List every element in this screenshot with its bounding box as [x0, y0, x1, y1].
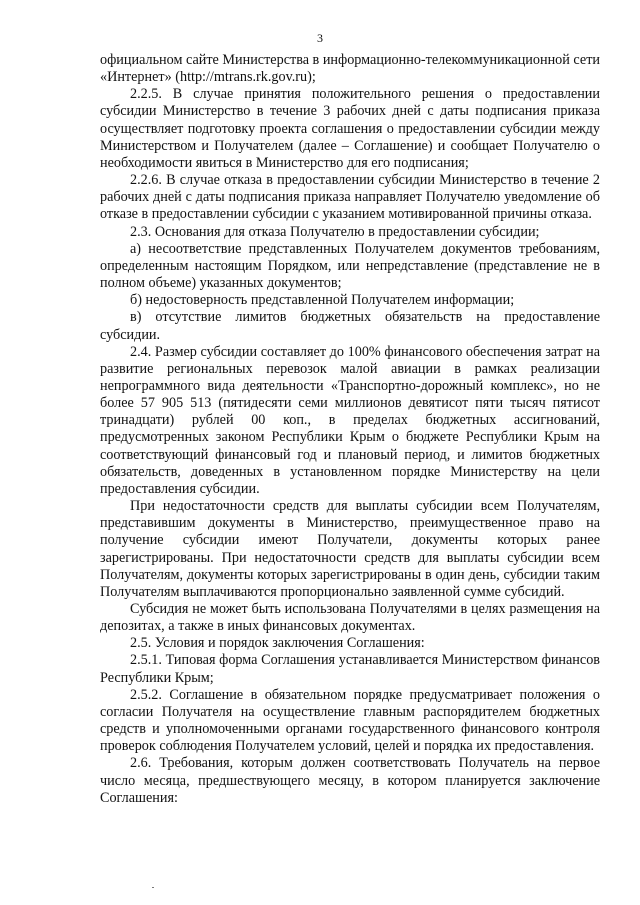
paragraph-2-6: 2.6. Требования, которым должен соответствовать Получатель на первое число месяца, предшествующего месяцу, в котором планируется заключение Соглашения: — [100, 755, 600, 806]
paragraph-2-3-v: в) отсутствие лимитов бюджетных обязательств на предоставление субсидии. — [100, 309, 600, 343]
paragraph-2-3-a: а) несоответствие представленных Получателем документов требованиям, определенным настоящим Порядком, или непредставление (представление не в полном объеме) указанных документов; — [100, 240, 600, 292]
paragraph-2-3: 2.3. Основания для отказа Получателю в предоставлении субсидии; — [130, 223, 540, 240]
paragraph-2-5: 2.5. Условия и порядок заключения Соглашения: — [130, 635, 425, 652]
document-body — [100, 52, 600, 807]
paragraph-2-5-1: 2.5.1. Типовая форма Соглашения устанавливается Министерством финансов Республики Крым; — [100, 652, 600, 686]
scan-speck — [152, 887, 154, 888]
paragraph-2-2-6: 2.2.6. В случае отказа в предоставлении субсидии Министерство в течение 2 рабочих дней с даты подписания приказа направляет Получателю уведомление об отказе в предоставлении субсидии с указанием мотивированной причины отказа. — [100, 172, 600, 223]
page-number: 3 — [317, 31, 323, 45]
paragraph-2-3-b: б) недостоверность представленной Получателем информации; — [130, 292, 515, 309]
paragraph-deposit-restriction: Субсидия не может быть использована Получателями в целях размещения на депозитах, а также в иных финансовых документах. — [100, 601, 600, 635]
paragraph-website-continuation: официальном сайте Министерства в информационно-телекоммуникационной сети «Интернет» (http://mtrans.rk.gov.ru); — [100, 52, 600, 86]
paragraph-insufficient-funds: При недостаточности средств для выплаты субсидии всем Получателям, представившим документы в Министерство, преимущественное право на получение субсидии имеют Получатели, документы которых ранее зарегистрированы. При недостаточности средств для выплаты субсидии всем Получателям, документы которых зарегистрированы в один день, субсидии таким Получателям выплачиваются пропорционально заявленной сумме субсидий. — [100, 498, 600, 600]
paragraph-2-5-2: 2.5.2. Соглашение в обязательном порядке предусматривает положения о согласии Получателя на осуществление главным распорядителем бюджетных средств и уполномоченными органами государственного финансового контроля проверок соблюдения Получателем условий, целей и порядка их предоставления. — [100, 686, 600, 755]
paragraph-2-2-5: 2.2.5. В случае принятия положительного решения о предоставлении субсидии Министерство в течение 3 рабочих дней с даты подписания приказа осуществляет подготовку проекта соглашения о предоставлении субсидии между Министерством и Получателем (далее – Соглашение) и сообщает Получателю о необходимости явиться в Министерство для его подписания; — [100, 86, 600, 171]
paragraph-2-4: 2.4. Размер субсидии составляет до 100% финансового обеспечения затрат на развитие региональных перевозок малой авиации в рамках реализации непрограммного вида деятельности «Транспортно-дорожный комплекс», но не более 57 905 513 (пятидесяти семи миллионов девятисот пяти тысяч пятисот тринадцати) рублей 00 коп., в пределах бюджетных ассигнований, предусмотренных законом Республики Крым о бюджете Республики Крым на соответствующий финансовый год и плановый период, и лимитов бюджетных обязательств, доведенных в установленном порядке Министерству на цели предоставления субсидии. — [100, 343, 600, 497]
